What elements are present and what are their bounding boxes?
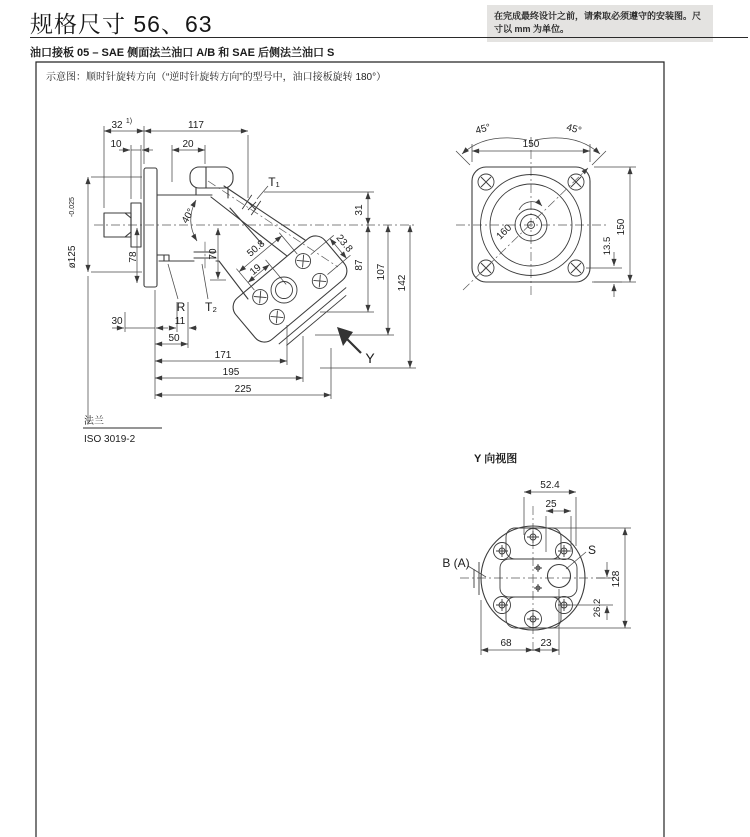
gland-circle [271,277,297,303]
dim-32-footnote: 1) [125,118,133,125]
dim-31-label: 31 [354,204,365,216]
dim-10-label: 10 [110,139,122,150]
dim-128-label: 128 [611,570,622,588]
bottom-dimensions [112,290,331,399]
dim-87-label: 87 [354,259,365,271]
r-port-leader [168,264,178,299]
content-frame [36,62,664,837]
dim-19-label: 19 [248,262,264,278]
installation-note: 在完成最终设计之前，请索取必须遵守的安装图。尺寸以 mm 为单位。 [487,5,713,42]
schematic-note: 示意图：顺时针旋转方向（“逆时针旋转方向”的型号中，油口接板旋转 180°） [46,72,387,83]
t1-leader [257,186,268,199]
flange-standard-label: ISO 3019-2 [84,434,136,445]
dim-160-label: 160 [494,222,515,243]
dim-225-label: 225 [234,384,252,395]
flange-note-label: 法兰 [84,416,104,427]
dim-13-5-label: 13.5 [602,236,613,256]
y-view-dimensions [481,492,631,655]
port-b-label: B (A) [442,556,470,570]
mounting-flange [144,168,157,287]
y-view-arrow-label: Y [365,350,375,366]
dim-50-label: 50 [168,333,180,344]
dim-20-label: 20 [182,139,194,150]
page-title: 规格尺寸 56、63 [30,11,213,37]
port-s-label: S [587,543,597,557]
dim-117-label: 117 [188,120,204,131]
y-view-arrow-icon [337,327,361,353]
pump-body [157,167,305,299]
dim-78-label: 78 [128,251,139,263]
s-port-leader [566,552,586,569]
dim-107-label: 107 [376,263,387,281]
rear-flange-view [456,122,636,298]
y-view-title: Y 向视图 [474,453,518,465]
angle-45-left-label: 45° [474,122,492,137]
dim-70-label: 70 [208,248,219,260]
gland-inner-circle [276,282,293,299]
dim-11-label: 11 [174,316,186,327]
dim-30-label: 30 [111,316,123,327]
angle-45-right-label: 45° [565,122,583,137]
port-plate-bolt-holes [250,250,331,327]
port-plate-desc: SAE 侧面法兰油口 A/B 和 SAE 后侧法兰油口 S [98,47,335,59]
dim-150-width-label: 150 [522,139,540,150]
dim-150-height-label: 150 [616,218,627,236]
angle-40-label: 40° [179,206,197,226]
dim-23-8-label: 23.8 [333,232,355,255]
port-t2-label: T₂ [205,300,217,314]
dim-50-8-label: 50.8 [245,238,268,260]
dim-52-4-label: 52.4 [540,480,560,491]
dim-142-label: 142 [397,274,408,292]
dim-171-label: 171 [214,350,232,361]
y-direction-view [442,451,631,655]
port-r-label: R [176,300,186,314]
dim-68-label: 68 [500,638,512,649]
dim-195-label: 195 [222,367,240,378]
port-plate-code: 油口接板 05 – [30,47,99,59]
t2-port-leader [202,264,208,299]
dim-23-label: 23 [540,638,552,649]
port-t1-label: T₁ [268,175,280,189]
side-section-view [67,118,416,445]
dim-32-label: 32 [111,120,123,131]
dim-26-2-label: 26.2 [592,598,603,618]
dim-dia125-tolerance: -0.025 [69,197,76,217]
dim-25-label: 25 [545,499,557,510]
b-port-leader [468,566,486,577]
dim-dia125-label: ø125 [67,245,78,269]
